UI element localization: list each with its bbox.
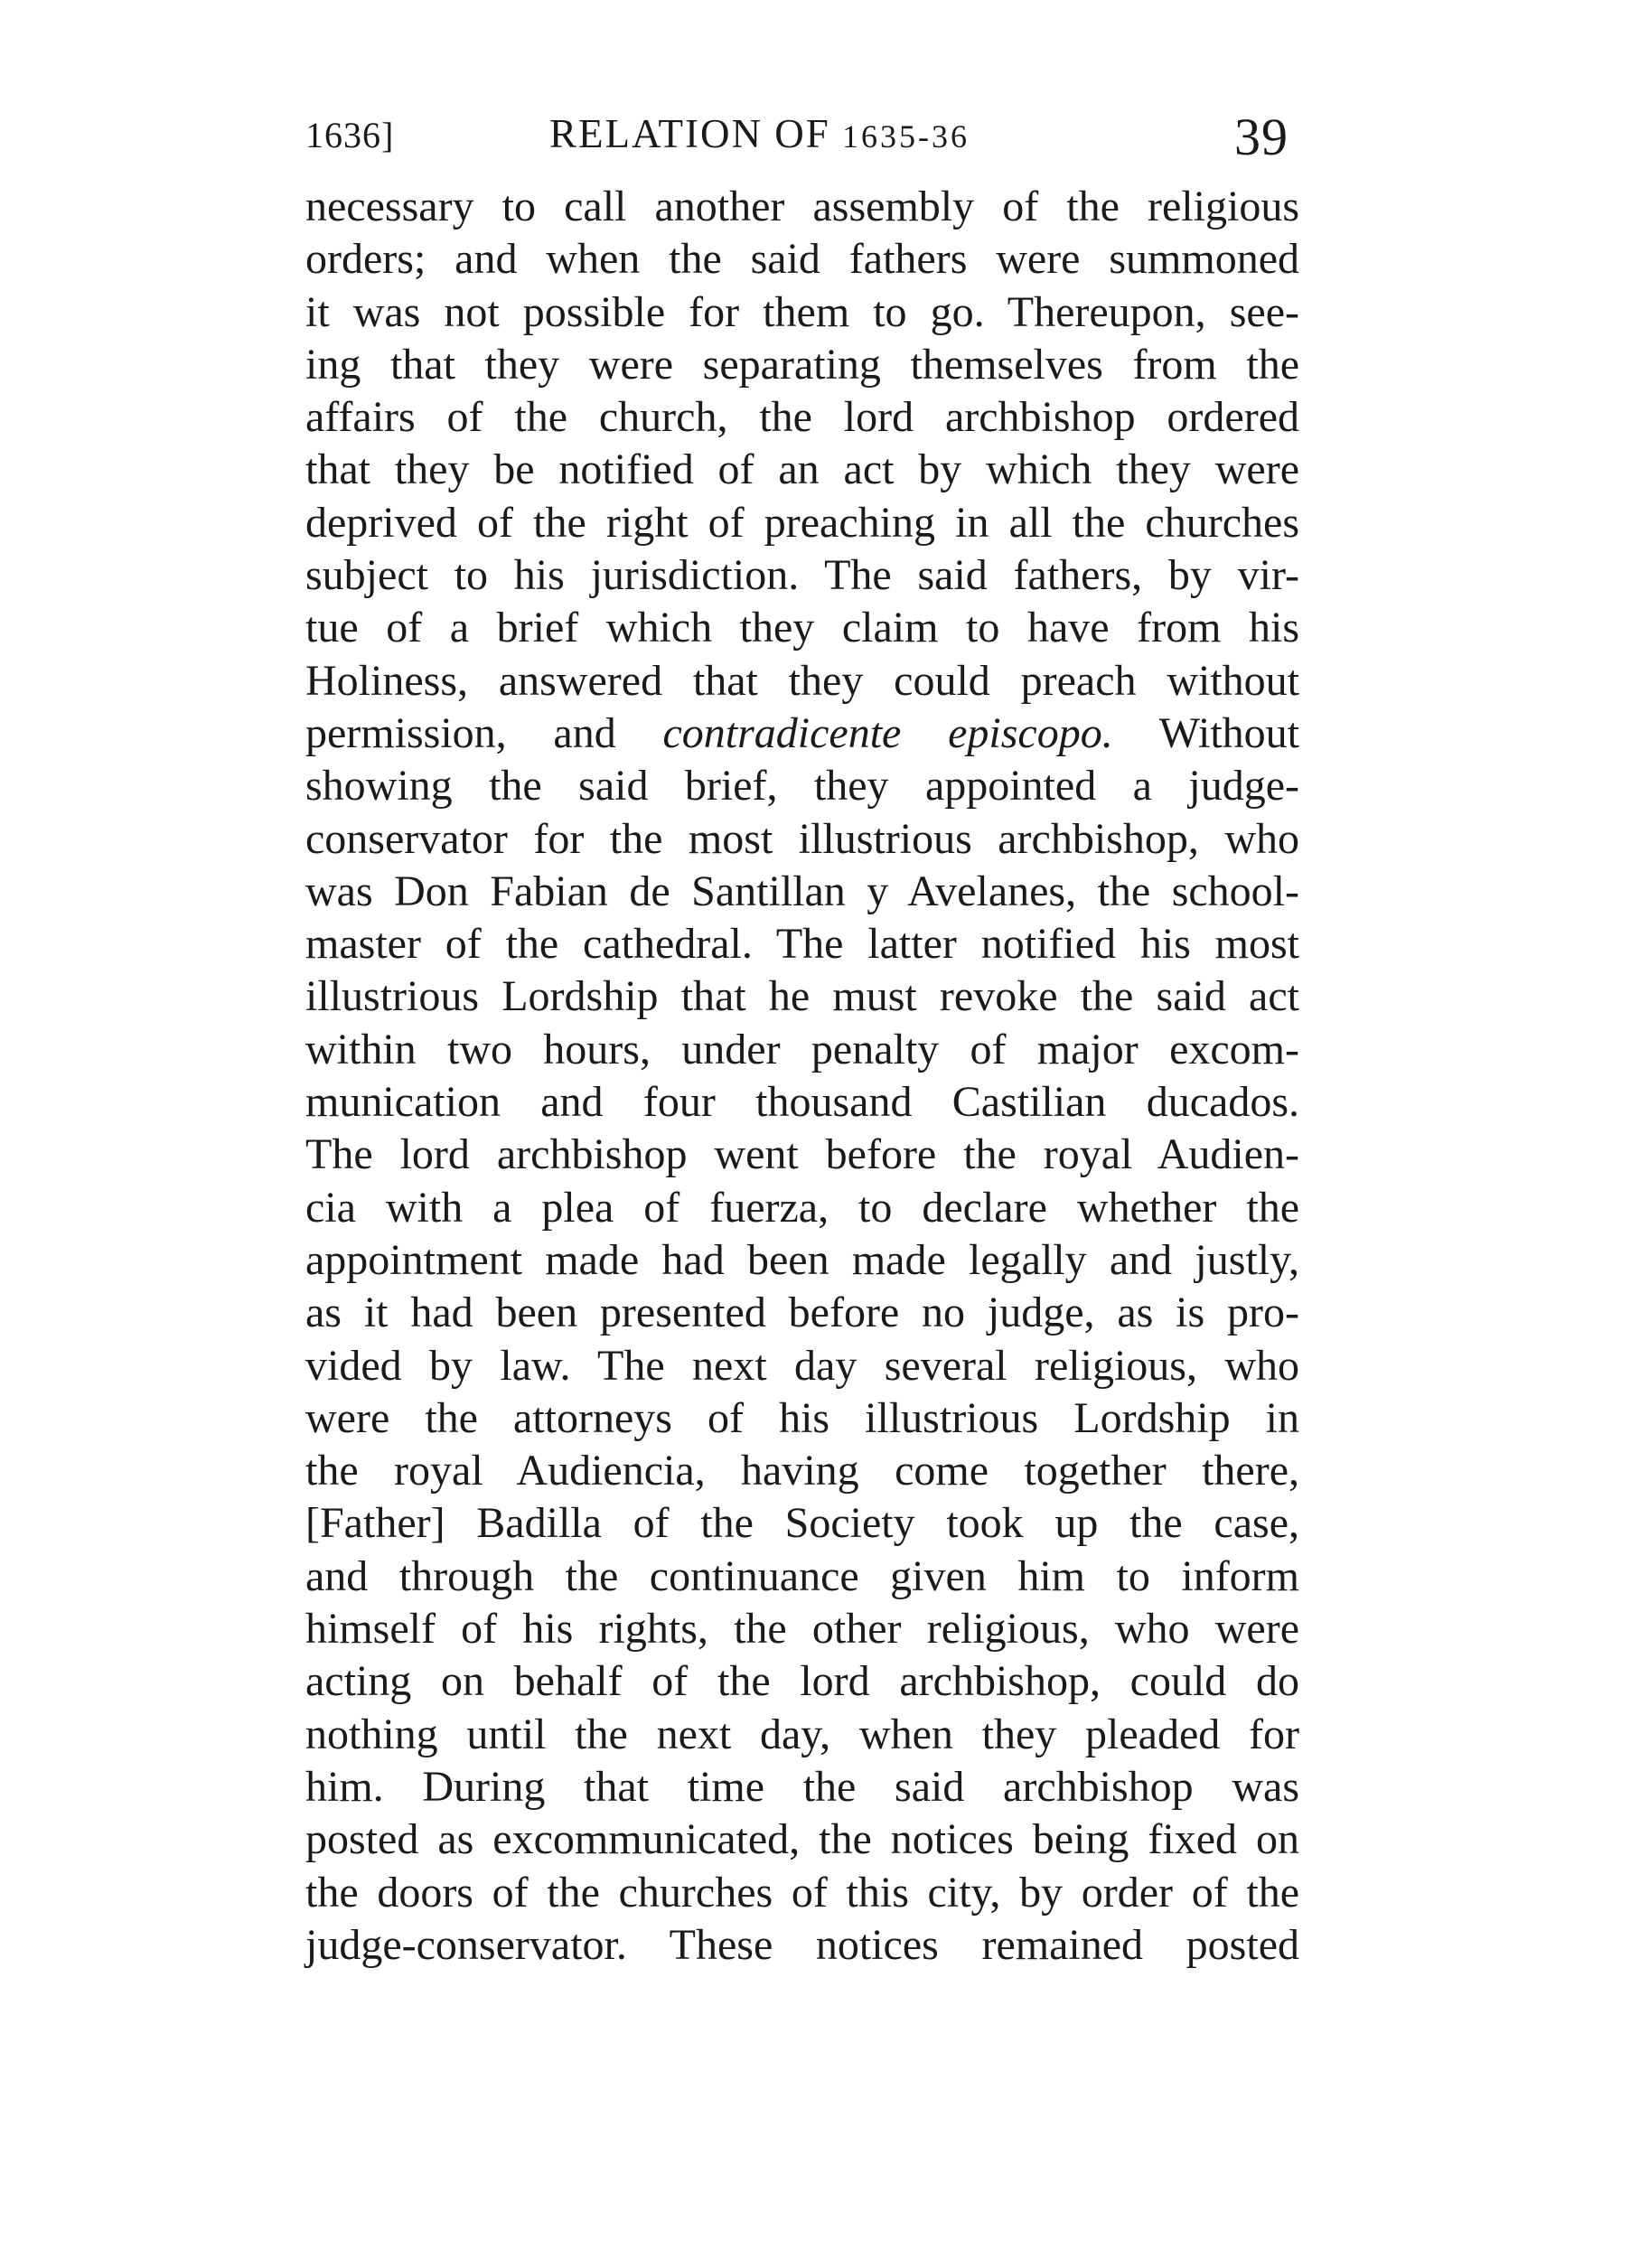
text-line: were the attorneys of his illustrious Lordship in — [305, 1393, 1299, 1442]
running-head-title — [549, 110, 970, 157]
text-line: munication and four thousand Castilian ducados. — [305, 1078, 1299, 1127]
text-line: tue of a brief which they claim to have from his — [305, 604, 1299, 652]
text-line: affairs of the church, the lord archbishop ordered — [305, 393, 1299, 442]
text-line: necessary to call another assembly of the religious — [305, 183, 1299, 230]
text-line: nothing until the next day, when they pleaded for — [305, 1710, 1299, 1758]
text-line: vided by law. The next day several religious, who — [305, 1341, 1299, 1390]
text-line: it was not possible for them to go. Thereupon, see- — [305, 287, 1299, 336]
text-line: subject to his jurisdiction. The said fathers, by vir- — [305, 551, 1299, 600]
latin-phrase: contradicente episcopo. — [662, 708, 1113, 757]
text-line: that they be notified of an act by which they were — [305, 445, 1299, 494]
text-line: deprived of the right of preaching in all the churches — [305, 498, 1299, 547]
text-line: the doors of the churches of this city, by order of the — [305, 1868, 1299, 1917]
text-line: appointment made had been made legally and justly, — [305, 1235, 1299, 1284]
text-line: was Don Fabian de Santillan y Avelanes, the school- — [305, 867, 1299, 915]
running-head — [305, 107, 1299, 166]
text-line: Holiness, answered that they could preach without — [305, 656, 1299, 705]
text-line — [305, 708, 1299, 760]
text-line: himself of his rights, the other religious, who were — [305, 1605, 1299, 1654]
text-line: The lord archbishop went before the royal Audien- — [305, 1130, 1299, 1179]
text-line: acting on behalf of the lord archbishop, could do — [305, 1657, 1299, 1706]
running-head-title-years: 1635-36 — [842, 118, 970, 155]
running-head-year: 1636] — [305, 115, 395, 155]
text-line: and through the continuance given him to inform — [305, 1551, 1299, 1600]
running-head-title-main: RELATION OF — [549, 111, 842, 156]
text-line: the royal Audiencia, having come together there, — [305, 1447, 1299, 1495]
text-line: illustrious Lordship that he must revoke the said act — [305, 972, 1299, 1021]
body-text — [305, 181, 1299, 1972]
text-line: [Father] Badilla of the Society took up the case, — [305, 1499, 1299, 1548]
text-line: him. During that time the said archbishop was — [305, 1762, 1299, 1811]
text-line-segment: permission, and — [305, 708, 663, 757]
page-number: 39 — [1234, 108, 1289, 166]
text-line: showing the said brief, they appointed a judge- — [305, 762, 1299, 811]
text-line: cia with a plea of fuerza, to declare whether the — [305, 1183, 1299, 1232]
text-line: ing that they were separating themselves from the — [305, 340, 1299, 389]
text-line: as it had been presented before no judge, as is pro- — [305, 1289, 1299, 1337]
text-line: master of the cathedral. The latter notified his most — [305, 920, 1299, 969]
text-line: within two hours, under penalty of major excom- — [305, 1025, 1299, 1073]
text-line: orders; and when the said fathers were summoned — [305, 235, 1299, 284]
text-line: judge-conservator. These notices remained posted — [305, 1920, 1299, 1969]
text-line-segment: Without — [1112, 708, 1299, 757]
text-line: conservator for the most illustrious archbishop, who — [305, 814, 1299, 863]
text-line: posted as excommunicated, the notices being fixed on — [305, 1815, 1299, 1864]
